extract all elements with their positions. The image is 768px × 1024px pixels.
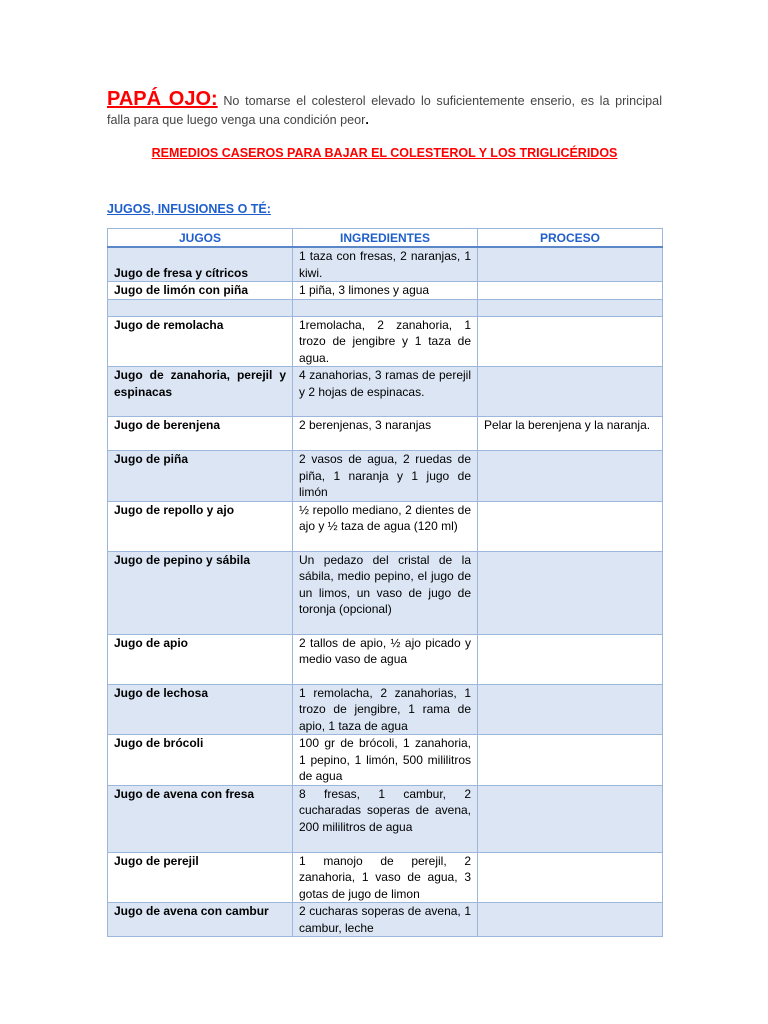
process-cell	[478, 282, 663, 300]
process-cell	[478, 903, 663, 937]
table-row	[108, 551, 663, 634]
table-row	[108, 316, 663, 367]
process-cell	[478, 735, 663, 786]
process-cell	[478, 299, 663, 316]
juice-name-cell: Jugo de berenjena	[108, 417, 293, 451]
ingredients-cell: 2 vasos de agua, 2 ruedas de piña, 1 naranja y 1 jugo de limón	[293, 451, 478, 502]
juice-name-cell: Jugo de limón con piña	[108, 282, 293, 300]
column-header-ingredientes: INGREDIENTES	[293, 229, 478, 248]
table-row	[108, 501, 663, 551]
process-cell	[478, 367, 663, 417]
juice-name-cell: Jugo de piña	[108, 451, 293, 502]
table-row	[108, 451, 663, 502]
juice-name-cell: Jugo de zanahoria, perejil y espinacas	[108, 367, 293, 417]
juice-name-cell: Jugo de perejil	[108, 852, 293, 903]
ingredients-cell	[293, 299, 478, 316]
document-title: REMEDIOS CASEROS PARA BAJAR EL COLESTEROL Y LOS TRIGLICÉRIDOS	[151, 146, 618, 160]
column-header-jugos: JUGOS	[108, 229, 293, 248]
table-row	[108, 852, 663, 903]
ingredients-cell: 8 fresas, 1 cambur, 2 cucharadas soperas de avena, 200 mililitros de agua	[293, 785, 478, 852]
juice-name-cell	[108, 903, 293, 937]
process-cell	[478, 634, 663, 684]
table-row	[108, 684, 663, 735]
juice-name-cell: Jugo de brócoli	[108, 735, 293, 786]
table-row	[108, 417, 663, 451]
ingredients-cell: 1 taza con fresas, 2 naranjas, 1 kiwi.	[293, 247, 478, 282]
juice-name-cell: Jugo de avena con fresa	[108, 785, 293, 852]
intro-paragraph	[107, 90, 662, 130]
juice-name-cell	[108, 299, 293, 316]
juice-name-cell: Jugo de apio	[108, 634, 293, 684]
intro-heading: PAPÁ OJO:	[107, 88, 218, 110]
juice-name-cell: Jugo de lechosa	[108, 684, 293, 735]
ingredients-cell: 1 remolacha, 2 zanahorias, 1 trozo de jengibre, 1 rama de apio, 1 taza de agua	[293, 684, 478, 735]
process-cell: Pelar la berenjena y la naranja.	[478, 417, 663, 451]
remedies-table	[107, 228, 663, 937]
juice-name-cell: Jugo de remolacha	[108, 316, 293, 367]
process-cell	[478, 852, 663, 903]
juice-name-cell: Jugo de pepino y sábila	[108, 551, 293, 634]
ingredients-cell: 2 berenjenas, 3 naranjas	[293, 417, 478, 451]
intro-text: No tomarse el colesterol elevado lo suficientemente enserio, es la principal falla para que luego venga una condición peor	[107, 94, 662, 127]
table-row	[108, 903, 663, 937]
table-row	[108, 247, 663, 282]
process-cell	[478, 684, 663, 735]
process-cell	[478, 501, 663, 551]
ingredients-cell: 2 tallos de apio, ½ ajo picado y medio vaso de agua	[293, 634, 478, 684]
table-row	[108, 634, 663, 684]
ingredients-cell: 1remolacha, 2 zanahoria, 1 trozo de jengibre y 1 taza de agua.	[293, 316, 478, 367]
ingredients-cell: Un pedazo del cristal de la sábila, medio pepino, el jugo de un limos, un vaso de jugo de toronja (opcional)	[293, 551, 478, 634]
table-row	[108, 299, 663, 316]
ingredients-text: 2 cucharas soperas de avena, 1 cambur, leche	[299, 904, 471, 935]
process-text	[484, 903, 656, 936]
table-row	[108, 367, 663, 417]
juice-name-cell: Jugo de repollo y ajo	[108, 501, 293, 551]
table-row	[108, 282, 663, 300]
process-cell	[478, 785, 663, 852]
ingredients-cell	[293, 903, 478, 937]
section-heading: JUGOS, INFUSIONES O TÉ:	[107, 202, 271, 216]
ingredients-cell: 100 gr de brócoli, 1 zanahoria, 1 pepino, 1 limón, 500 mililitros de agua	[293, 735, 478, 786]
process-cell	[478, 451, 663, 502]
process-cell	[478, 247, 663, 282]
column-header-proceso: PROCESO	[478, 229, 663, 248]
ingredients-cell: ½ repollo mediano, 2 dientes de ajo y ½ taza de agua (120 ml)	[293, 501, 478, 551]
table-row	[108, 735, 663, 786]
table-header-row	[108, 229, 663, 248]
ingredients-cell: 1 piña, 3 limones y agua	[293, 282, 478, 300]
juice-name-cell: Jugo de fresa y cítricos	[108, 247, 293, 282]
juice-name-text: Jugo de avena con cambur	[114, 904, 269, 918]
table-row	[108, 785, 663, 852]
process-cell	[478, 316, 663, 367]
ingredients-cell: 1 manojo de perejil, 2 zanahoria, 1 vaso de agua, 3 gotas de jugo de limon	[293, 852, 478, 903]
intro-period: .	[365, 113, 369, 127]
ingredients-cell: 4 zanahorias, 3 ramas de perejil y 2 hojas de espinacas.	[293, 367, 478, 417]
process-cell	[478, 551, 663, 634]
